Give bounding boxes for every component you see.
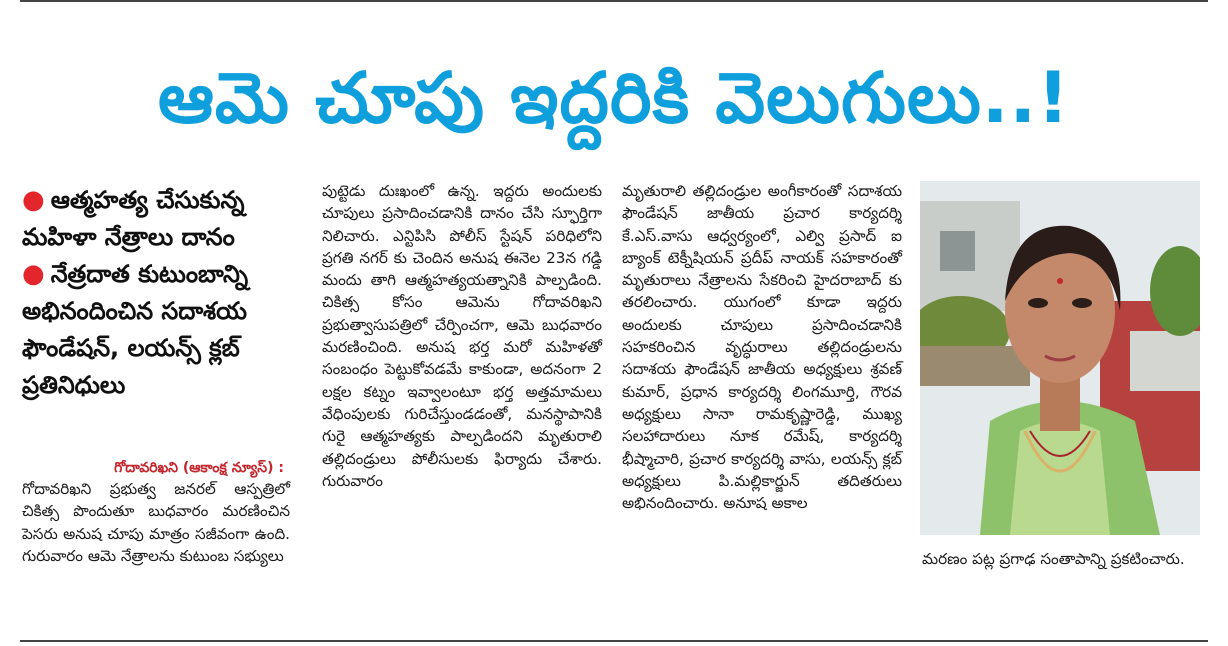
portrait-illustration	[920, 181, 1200, 535]
bottom-rule	[20, 640, 1208, 642]
top-rule	[20, 0, 1208, 2]
dateline-place: గోదావరిఖని (ఆకాంక్ష న్యూస్) :	[114, 460, 284, 476]
bullet-dot-icon: ●	[22, 259, 45, 289]
article-column-2	[322, 180, 602, 492]
highlight-item: ● నేత్రదాత కుటుంబాన్ని అభినందించిన సదాశయ ఫౌండేషన్, లయన్స్ క్లబ్ ప్రతినిధులు	[22, 259, 249, 399]
article-column-3	[622, 180, 902, 514]
dateline	[22, 458, 284, 478]
photo-caption-column	[922, 548, 1200, 570]
article-column-1	[22, 478, 290, 567]
column-text: పుట్టెడు దుఃఖంలో ఉన్న. ఇద్దరు అందులకు చూపులు ప్రసాదించడానికి దానం చేసి స్ఫూర్తిగా నిలిచారు. ఎన్టిపిసి పోలీస్ స్టేషన్ పరిధిలోని ప్రగతి నగర్ కు చెందిన అనుష ఈనెల 23న గడ్డి మందు తాగి ఆత్మహత్యయత్నానికి పాల్పడింది. చికిత్స కోసం ఆమెను గోదావరిఖని ప్రభుత్వాసుపత్రిలో చేర్పించగా, ఆమె బుధవారం మరణించింది. అనుష భర్త మరో మహిళతో సంబంధం పెట్టుకోవడమే కాకుండా, అదనంగా 2 లక్షల కట్నం ఇవ్వాలంటూ భర్త అత్తమామలు వేధింపులకు గురిచేస్తుండడంతో, మనస్థాపానికి గురై ఆత్మహత్యకు పాల్పడిందని మృతురాలి తల్లిదండ్రులు పోలీసులకు ఫిర్యాదు చేశారు. గురువారం	[322, 182, 602, 490]
bullet-dot-icon: ●	[22, 185, 45, 215]
dateline-text: గోదావరిఖని ప్రభుత్వ జనరల్ ఆస్పత్రిలో చికిత్స పొందుతూ బుధవారం మరణించిన పెసరు అనుష చూపు మాత్రం సజీవంగా ఉంది. గురువారం ఆమె నేత్రాలను కుటుంబ సభ్యులు	[22, 480, 290, 565]
woman-portrait-photo	[920, 181, 1200, 535]
column-text: మృతురాలి తల్లిదండ్రుల అంగీకారంతో సదాశయ ఫౌండేషన్ జాతీయ ప్రచార కార్యదర్శి కే.ఎస్.వాసు ఆధ్వర్యంలో, ఎల్వి ప్రసాద్ ఐ బ్యాంక్ టెక్నీషియన్ ప్రదీప్ నాయక్ సహకారంతో మృతురాలు నేత్రాలను సేకరించి హైదరాబాద్ కు తరలించారు. యుగంలో కూడా ఇద్దరు అందులకు చూపులు ప్రసాదించడానికి సహకరించిన వృద్ధురాలు తల్లిదండ్రులను సదాశయ ఫౌండేషన్ జాతీయ అధ్యక్షులు శ్రవణ్ కుమార్, ప్రధాన కార్యదర్శి లింగమూర్తి, గౌరవ అధ్యక్షులు సానా రామకృష్ణారెడ్డి, ముఖ్య సలహాదారులు నూక రమేష్, కార్యదర్శి భీష్మాచారి, ప్రచార కార్యదర్శి వాసు, లయన్స్ క్లబ్ అధ్యక్షులు పి.మల్లికార్జున్ తదితరులు అభినందించారు. అనూష అకాల	[622, 182, 902, 513]
highlights	[22, 182, 284, 404]
headline: ఆమె చూపు ఇద్దరికి వెలుగులు..!	[158, 57, 1070, 139]
highlight-item: ● ఆత్మహత్య చేసుకున్న మహిళా నేత్రాలు దానం	[22, 185, 245, 251]
column-text: మరణం పట్ల ప్రగాఢ సంతాపాన్ని ప్రకటించారు.	[922, 550, 1185, 568]
